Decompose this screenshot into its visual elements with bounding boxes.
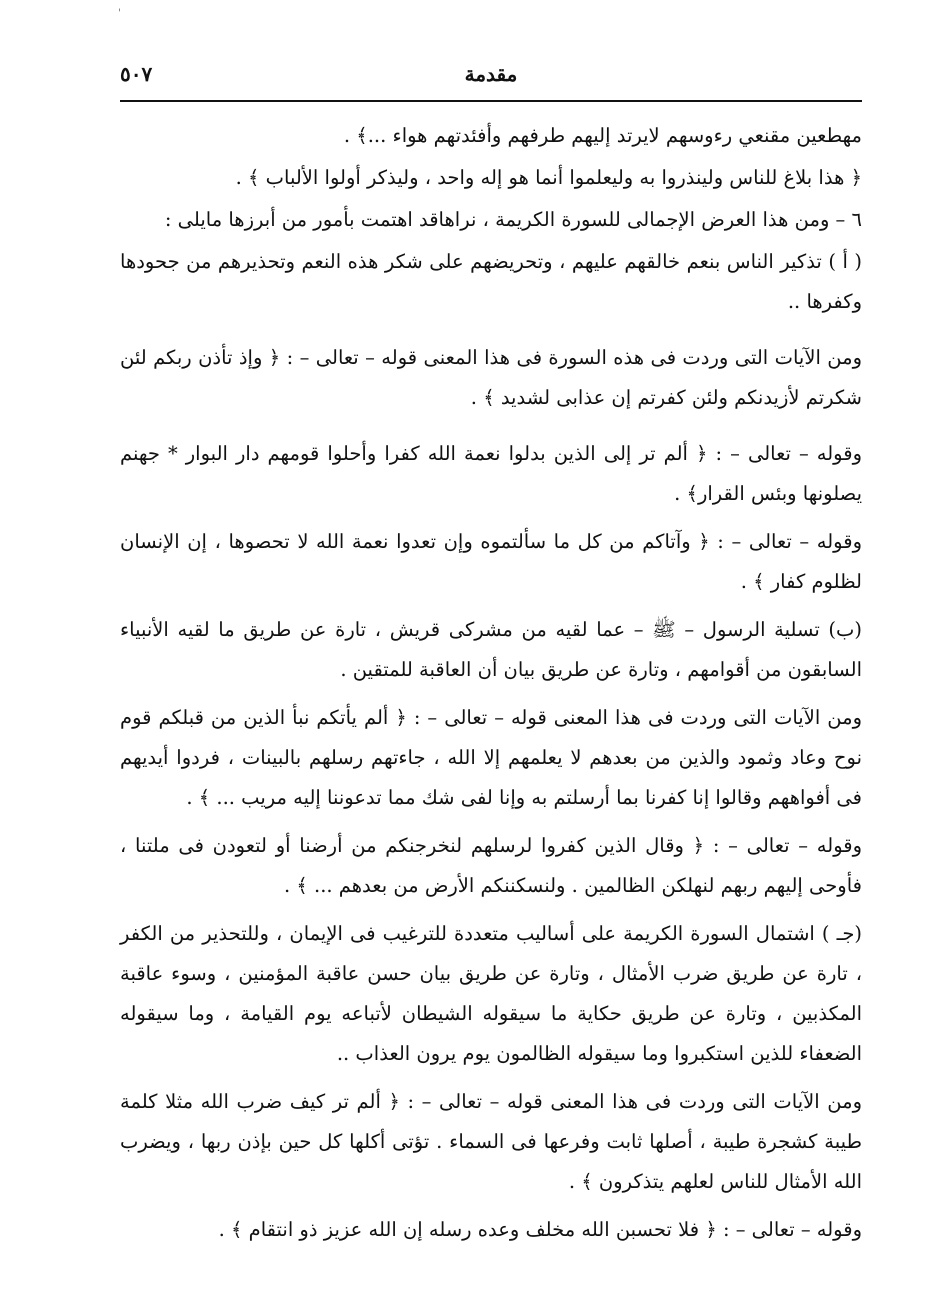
page-title: مقدمة	[464, 62, 518, 86]
paragraph: ( أ ) تذكير الناس بنعم خالقهم عليهم ، وتحريضهم على شكر هذه النعم وتحذيرهم من جحودها وكفرها ..	[120, 250, 862, 313]
paragraph: وقوله – تعالى – : ﴿ فلا تحسبن الله مخلف وعده رسله إن الله عزيز ذو انتقام ﴾ .	[218, 1218, 862, 1241]
paragraph: ومن الآيات التى وردت فى هذا المعنى قوله – تعالى – : ﴿ ألم يأتكم نبأ الذين من قبلكم قوم نوح وعاد وثمود والذين من بعدهم لا يعلمهم إلا الله ، جاءتهم رسلهم بالبينات ، فردوا أيديهم فى أفواههم وقالوا إنا كفرنا بما أرسلتم به وإنا لفى شك مما تدعوننا إليه مريب ... ﴾ .	[120, 706, 862, 809]
paragraph: مهطعين مقنعي رءوسهم لايرتد إليهم طرفهم وأفئدتهم هواء ...﴾ .	[343, 124, 862, 147]
page-header	[120, 58, 862, 92]
scan-mark: '	[118, 8, 121, 19]
paragraph: وقوله – تعالى – : ﴿ وآتاكم من كل ما سألتموه وإن تعدوا نعمة الله لا تحصوها ، إن الإنسان لظلوم كفار ﴾ .	[120, 530, 862, 593]
page-number: ٥٠٧	[120, 62, 153, 86]
paragraph: ومن الآيات التى وردت فى هذه السورة فى هذا المعنى قوله – تعالى – : ﴿ وإذ تأذن ربكم لئن شكرتم لأزيدنكم ولئن كفرتم إن عذابى لشديد ﴾ .	[120, 346, 862, 409]
paragraph: ﴿ هذا بلاغ للناس ولينذروا به وليعلموا أنما هو إله واحد ، وليذكر أولوا الألباب ﴾ .	[235, 166, 862, 189]
paragraph: وقوله – تعالى – : ﴿ ألم تر إلى الذين بدلوا نعمة الله كفرا وأحلوا قومهم دار البوار * جهنم يصلونها وبئس القرار﴾ .	[120, 442, 862, 505]
paragraph: (جـ ) اشتمال السورة الكريمة على أساليب متعددة للترغيب فى الإيمان ، وللتحذير من الكفر ، تارة عن طريق ضرب الأمثال ، وتارة عن طريق بيان حسن عاقبة المؤمنين ، وسوء عاقبة المكذبين ، وتارة عن طريق حكاية ما سيقوله الشيطان لأتباعه يوم القيامة ، وما سيقوله الضعفاء للذين استكبروا وما سيقوله الظالمون يوم يرون العذاب ..	[120, 922, 862, 1065]
paragraph: ٦ – ومن هذا العرض الإجمالى للسورة الكريمة ، نراهاقد اهتمت بأمور من أبرزها مايلى :	[164, 208, 862, 231]
paragraph: (ب) تسلية الرسول – ﷺ – عما لقيه من مشركى قريش ، تارة عن طريق ما لقيه الأنبياء السابقون من أقوامهم ، وتارة عن طريق بيان أن العاقبة للمتقين .	[120, 618, 862, 681]
paragraph: وقوله – تعالى – : ﴿ وقال الذين كفروا لرسلهم لنخرجنكم من أرضنا أو لتعودن فى ملتنا ، فأوحى إليهم ربهم لنهلكن الظالمين . ولنسكننكم الأرض من بعدهم ... ﴾ .	[120, 834, 862, 897]
paragraph: ومن الآيات التى وردت فى هذا المعنى قوله – تعالى – : ﴿ ألم تر كيف ضرب الله مثلا كلمة طيبة كشجرة طيبة ، أصلها ثابت وفرعها فى السماء . تؤتى أكلها كل حين بإذن ربها ، ويضرب الله الأمثال للناس لعلهم يتذكرون ﴾ .	[120, 1090, 862, 1193]
header-rule	[120, 100, 862, 102]
page-body	[120, 116, 862, 1258]
